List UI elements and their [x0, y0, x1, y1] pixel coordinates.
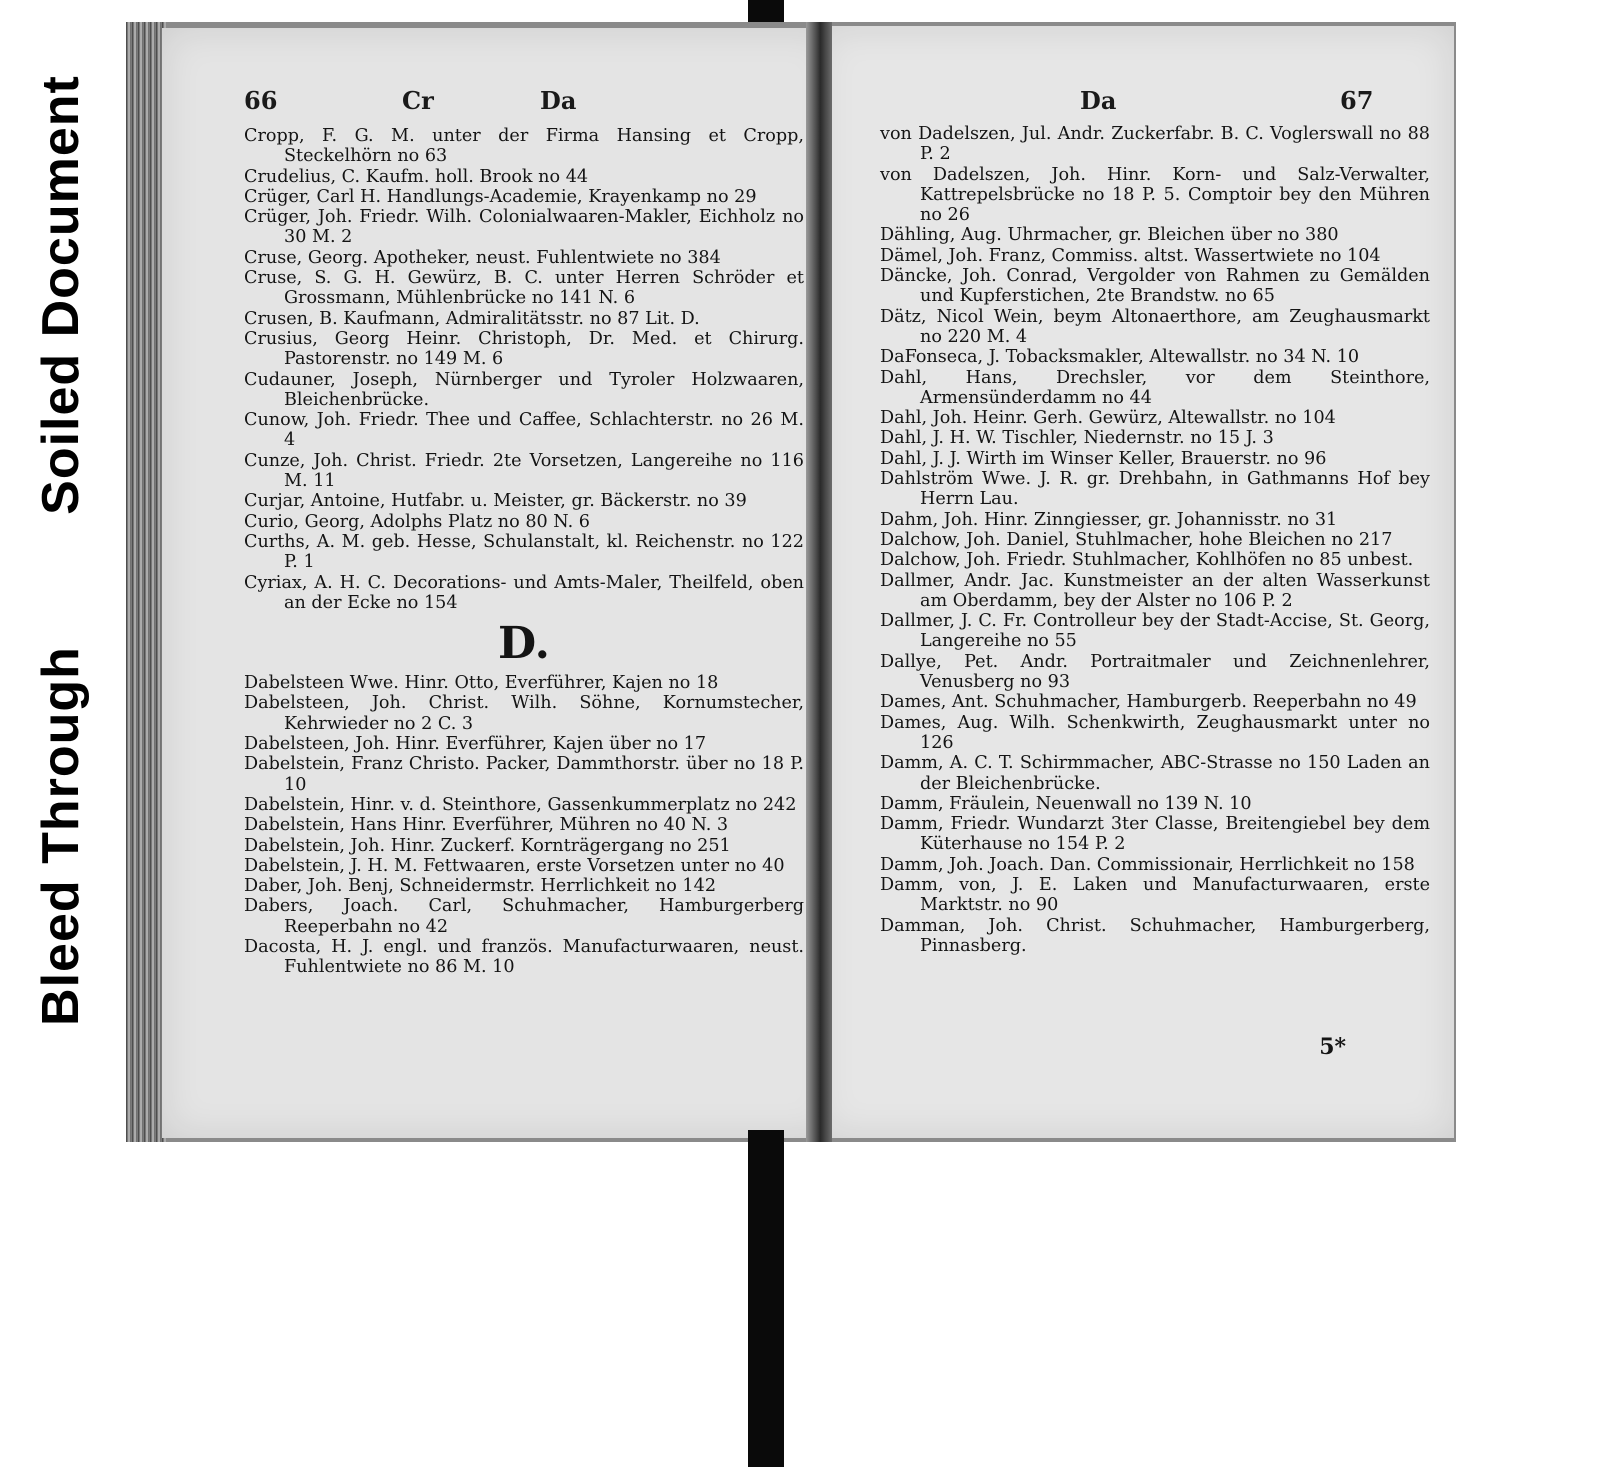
directory-entry: Damm, Joh. Joach. Dan. Commissionair, Herrlichkeit no 158 — [880, 854, 1415, 875]
left-head-cr: Cr — [402, 86, 434, 115]
directory-entry: Dallye, Pet. Andr. Portraitmaler und Zeichnenlehrer, Venusberg no 93 — [880, 651, 1430, 693]
left-page-number: 66 — [244, 86, 278, 115]
directory-entry: Dabelstein, Franz Christo. Packer, Dammthorstr. über no 18 P. 10 — [244, 754, 804, 795]
directory-entry: Damm, Friedr. Wundarzt 3ter Classe, Breitengiebel bey dem Küterhause no 154 P. 2 — [880, 814, 1430, 855]
section-heading-d: D. — [498, 618, 550, 670]
directory-entry: Curths, A. M. geb. Hesse, Schulanstalt, kl. Reichenstr. no 122 P. 1 — [244, 531, 804, 573]
directory-entry: Cruse, S. G. H. Gewürz, B. C. unter Herren Schröder et Grossmann, Mühlenbrücke no 141 N. 6 — [244, 268, 804, 309]
directory-entry: Dalchow, Joh. Friedr. Stuhlmacher, Kohlhöfen no 85 unbest. — [880, 550, 1414, 571]
right-page-number: 67 — [1340, 86, 1374, 115]
directory-entry: Crusen, B. Kaufmann, Admiralitätsstr. no 87 Lit. D. — [244, 308, 700, 329]
directory-entry: Daber, Joh. Benj, Schneidermstr. Herrlichkeit no 142 — [244, 876, 717, 897]
directory-entry: Crüger, Carl H. Handlungs-Academie, Krayenkamp no 29 — [244, 186, 757, 207]
left-entry-list — [244, 126, 804, 978]
directory-entry: Cruse, Georg. Apotheker, neust. Fuhlentwiete no 384 — [244, 247, 721, 268]
directory-entry: Dabelstein, Joh. Hinr. Zuckerf. Kornträgergang no 251 — [244, 835, 731, 856]
directory-entry: Dames, Aug. Wilh. Schenkwirth, Zeughausmarkt unter no 126 — [880, 712, 1430, 753]
directory-entry: Cropp, F. G. M. unter der Firma Hansing et Cropp, Steckelhörn no 63 — [244, 126, 804, 167]
directory-entry: Crusius, Georg Heinr. Christoph, Dr. Med. et Chirurg. Pastorenstr. no 149 M. 6 — [244, 328, 804, 370]
left-page — [162, 28, 836, 1138]
directory-entry: Dalchow, Joh. Daniel, Stuhlmacher, hohe Bleichen no 217 — [880, 529, 1393, 550]
directory-entry: Dabelstein, J. H. M. Fettwaaren, erste Vorsetzen unter no 40 — [244, 855, 785, 876]
right-entry-list — [880, 124, 1430, 956]
directory-entry: Dallmer, J. C. Fr. Controlleur bey der Stadt-Accise, St. Georg, Langereihe no 55 — [880, 611, 1430, 652]
directory-entry: Dames, Ant. Schuhmacher, Hamburgerb. Reeperbahn no 49 — [880, 692, 1417, 713]
directory-entry: Dahl, J. H. W. Tischler, Niedernstr. no 15 J. 3 — [880, 428, 1274, 449]
directory-entry: Dabelsteen, Joh. Christ. Wilh. Söhne, Kornumstecher, Kehrwieder no 2 C. 3 — [244, 693, 804, 734]
directory-entry: Damm, A. C. T. Schirmmacher, ABC-Strasse no 150 Laden an der Bleichenbrücke. — [880, 753, 1430, 794]
directory-entry: Dahm, Joh. Hinr. Zinngiesser, gr. Johannisstr. no 31 — [880, 509, 1338, 530]
directory-entry: Crudelius, C. Kaufm. holl. Brook no 44 — [244, 166, 589, 187]
directory-entry: von Dadelszen, Joh. Hinr. Korn- und Salz-Verwalter, Kattrepelsbrücke no 18 P. 5. Comptoir bey den Mühren no 26 — [880, 164, 1430, 226]
bookmark-ribbon-bottom — [748, 1130, 784, 1467]
directory-entry: Cunze, Joh. Christ. Friedr. 2te Vorsetzen, Langereihe no 116 M. 11 — [244, 450, 804, 492]
directory-entry: Dätz, Nicol Wein, beym Altonaerthore, am Zeughausmarkt no 220 M. 4 — [880, 306, 1430, 347]
directory-entry: Dahl, Joh. Heinr. Gerh. Gewürz, Altewallstr. no 104 — [880, 408, 1336, 429]
directory-entry: Damman, Joh. Christ. Schuhmacher, Hamburgerberg, Pinnasberg. — [880, 915, 1430, 956]
directory-entry: von Dadelszen, Jul. Andr. Zuckerfabr. B. C. Voglerswall no 88 P. 2 — [880, 124, 1430, 165]
directory-entry: Damm, von, J. E. Laken und Manufacturwaaren, erste Marktstr. no 90 — [880, 874, 1430, 916]
directory-entry: Dämel, Joh. Franz, Commiss. altst. Wassertwiete no 104 — [880, 245, 1381, 266]
soiled-document-label — [22, 30, 100, 560]
bleed-through-text: Bleed Through — [32, 646, 90, 1026]
directory-entry: Crüger, Joh. Friedr. Wilh. Colonialwaaren-Makler, Eichholz no 30 M. 2 — [244, 207, 804, 248]
directory-entry: DaFonseca, J. Tobacksmakler, Altewallstr. no 34 N. 10 — [880, 347, 1360, 368]
directory-entry: Dabelsteen, Joh. Hinr. Everführer, Kajen über no 17 — [244, 734, 707, 755]
directory-entry: Dabers, Joach. Carl, Schuhmacher, Hamburgerberg Reeperbahn no 42 — [244, 896, 804, 937]
soiled-document-text: Soiled Document — [32, 75, 90, 515]
directory-entry: Cudauner, Joseph, Nürnberger und Tyroler Holzwaaren, Bleichenbrücke. — [244, 369, 804, 410]
directory-entry: Curio, Georg, Adolphs Platz no 80 N. 6 — [244, 511, 590, 532]
book-gutter — [806, 22, 832, 1142]
right-page — [818, 26, 1454, 1138]
directory-entry: Dabelstein, Hinr. v. d. Steinthore, Gassenkummerplatz no 242 — [244, 794, 797, 815]
directory-entry: Dallmer, Andr. Jac. Kunstmeister an der alten Wasserkunst am Oberdamm, bey der Alster no 106 P. 2 — [880, 570, 1430, 611]
page-edge-stack — [126, 22, 166, 1142]
signature-mark: 5* — [1319, 1034, 1346, 1060]
directory-entry: Dahl, Hans, Drechsler, vor dem Steinthore, Armensünderdamm no 44 — [880, 367, 1430, 408]
left-head-da: Da — [540, 86, 577, 115]
directory-entry: Däncke, Joh. Conrad, Vergolder von Rahmen zu Gemälden und Kupferstichen, 2te Brandstw. no 65 — [880, 266, 1430, 307]
bleed-through-label — [22, 596, 100, 1076]
directory-entry: Cyriax, A. H. C. Decorations- und Amts-Maler, Theilfeld, oben an der Ecke no 154 — [244, 572, 804, 613]
directory-entry: Curjar, Antoine, Hutfabr. u. Meister, gr. Bäckerstr. no 39 — [244, 491, 747, 512]
directory-entry: Dahlström Wwe. J. R. gr. Drehbahn, in Gathmanns Hof bey Herrn Lau. — [880, 469, 1430, 510]
directory-entry: Dabelsteen Wwe. Hinr. Otto, Everführer, Kajen no 18 — [244, 673, 719, 694]
open-book — [126, 22, 1456, 1142]
directory-entry: Damm, Fräulein, Neuenwall no 139 N. 10 — [880, 793, 1252, 814]
directory-entry: Dähling, Aug. Uhrmacher, gr. Bleichen über no 380 — [880, 225, 1339, 246]
right-head-da: Da — [1080, 86, 1117, 115]
directory-entry: Cunow, Joh. Friedr. Thee und Caffee, Schlachterstr. no 26 M. 4 — [244, 410, 804, 451]
directory-entry: Dahl, J. J. Wirth im Winser Keller, Brauerstr. no 96 — [880, 448, 1327, 469]
directory-entry: Dacosta, H. J. engl. und französ. Manufacturwaaren, neust. Fuhlentwiete no 86 M. 10 — [244, 936, 804, 978]
directory-entry: Dabelstein, Hans Hinr. Everführer, Mühren no 40 N. 3 — [244, 815, 729, 836]
